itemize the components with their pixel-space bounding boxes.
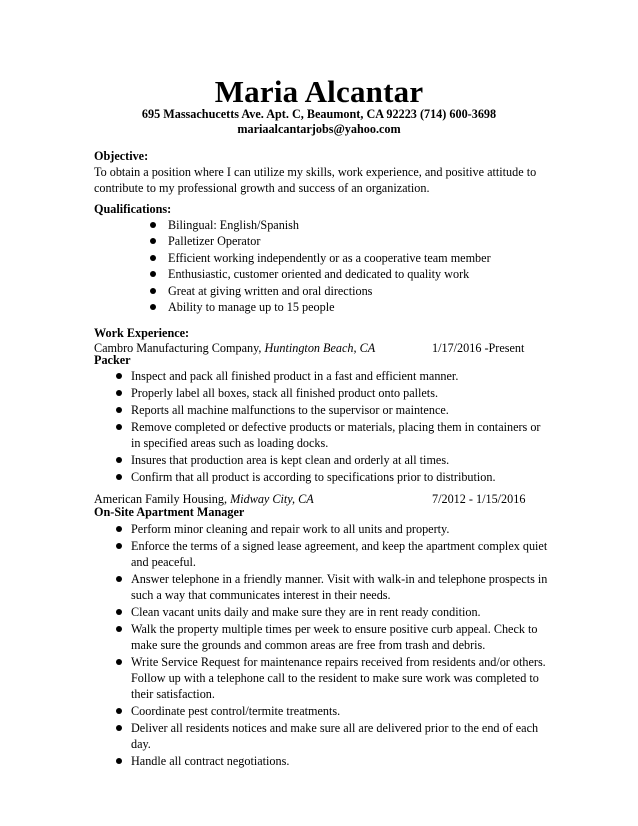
email-line: mariaalcantarjobs@yahoo.com xyxy=(237,122,401,136)
bullet-icon xyxy=(116,407,122,413)
job-1-location: Huntington Beach, CA xyxy=(264,341,376,355)
job-2-company: American Family Housing, xyxy=(94,492,231,506)
list-item: Walk the property multiple times per week to ensure positive curb appeal. Check to make sure the grounds and common areas are free from trash and debris. xyxy=(131,621,549,653)
objective-section xyxy=(94,148,544,196)
list-item: Ability to manage up to 15 people xyxy=(168,299,588,315)
bullet-icon xyxy=(150,222,156,228)
job-2-duties xyxy=(131,521,549,770)
bullet-icon xyxy=(116,758,122,764)
bullet-icon xyxy=(116,373,122,379)
bullet-icon xyxy=(150,271,156,277)
bullet-icon xyxy=(150,288,156,294)
job-2-dates: 7/2012 - 1/15/2016 xyxy=(432,492,526,506)
candidate-name: Maria Alcantar xyxy=(214,74,424,109)
bullet-icon xyxy=(116,725,122,731)
list-item: Great at giving written and oral directions xyxy=(168,283,588,299)
job-2-title: On-Site Apartment Manager xyxy=(94,505,245,519)
job-1-company: Cambro Manufacturing Company, xyxy=(94,341,265,355)
bullet-icon xyxy=(116,526,122,532)
address-phone-line: 695 Massachucetts Ave. Apt. C, Beaumont, CA 92223 (714) 600-3698 xyxy=(141,107,497,121)
list-item: Efficient working independently or as a cooperative team member xyxy=(168,250,588,266)
job-1-title: Packer xyxy=(94,353,131,367)
objective-line-2: contribute to my professional growth and success of an organization. xyxy=(94,181,430,195)
bullet-icon xyxy=(116,424,122,430)
list-item: Write Service Request for maintenance repairs received from residents and/or others. Follow up with a telephone call to the resident to make sure work was completed to their satisfaction. xyxy=(131,654,549,702)
job-1-dates: 1/17/2016 -Present xyxy=(432,341,525,355)
list-item: Confirm that all product is according to specifications prior to distribution. xyxy=(131,469,549,485)
bullet-icon xyxy=(116,659,122,665)
list-item: Clean vacant units daily and make sure they are in rent ready condition. xyxy=(131,604,549,620)
bullet-icon xyxy=(116,626,122,632)
job-1-duties xyxy=(131,368,549,486)
work-experience-heading-wrap xyxy=(94,325,544,341)
objective-line-1: To obtain a position where I can utilize my skills, work experience, and positive attitude to xyxy=(94,165,537,179)
qualifications-heading: Qualifications: xyxy=(94,202,172,216)
list-item: Enthusiastic, customer oriented and dedicated to quality work xyxy=(168,266,588,282)
bullet-icon xyxy=(116,609,122,615)
list-item: Remove completed or defective products or materials, placing them in containers or in specified areas such as loading docks. xyxy=(131,419,549,451)
bullet-icon xyxy=(150,304,156,310)
list-item: Perform minor cleaning and repair work to all units and property. xyxy=(131,521,549,537)
list-item: Enforce the terms of a signed lease agreement, and keep the apartment complex quiet and peaceful. xyxy=(131,538,549,570)
list-item: Properly label all boxes, stack all finished product onto pallets. xyxy=(131,385,549,401)
list-item: Insures that production area is kept clean and orderly at all times. xyxy=(131,452,549,468)
bullet-icon xyxy=(150,255,156,261)
qualifications-heading-wrap xyxy=(94,201,544,217)
work-experience-heading: Work Experience: xyxy=(94,326,190,340)
list-item: Coordinate pest control/termite treatments. xyxy=(131,703,549,719)
bullet-icon xyxy=(116,457,122,463)
objective-heading: Objective: xyxy=(94,149,149,163)
list-item: Bilingual: English/Spanish xyxy=(168,217,588,233)
bullet-icon xyxy=(150,238,156,244)
list-item: Palletizer Operator xyxy=(168,233,588,249)
bullet-icon xyxy=(116,474,122,480)
list-item: Reports all machine malfunctions to the supervisor or maintence. xyxy=(131,402,549,418)
list-item: Handle all contract negotiations. xyxy=(131,753,549,769)
job-1-header xyxy=(94,340,554,356)
list-item: Deliver all residents notices and make sure all are delivered prior to the end of each day. xyxy=(131,720,549,752)
qualifications-list xyxy=(168,217,588,315)
list-item: Inspect and pack all finished product in a fast and efficient manner. xyxy=(131,368,549,384)
job-2-location: Midway City, CA xyxy=(230,492,314,506)
bullet-icon xyxy=(116,708,122,714)
bullet-icon xyxy=(116,576,122,582)
bullet-icon xyxy=(116,390,122,396)
list-item: Answer telephone in a friendly manner. Visit with walk-in and telephone prospects in such a way that communicates interest in their needs. xyxy=(131,571,549,603)
bullet-icon xyxy=(116,543,122,549)
